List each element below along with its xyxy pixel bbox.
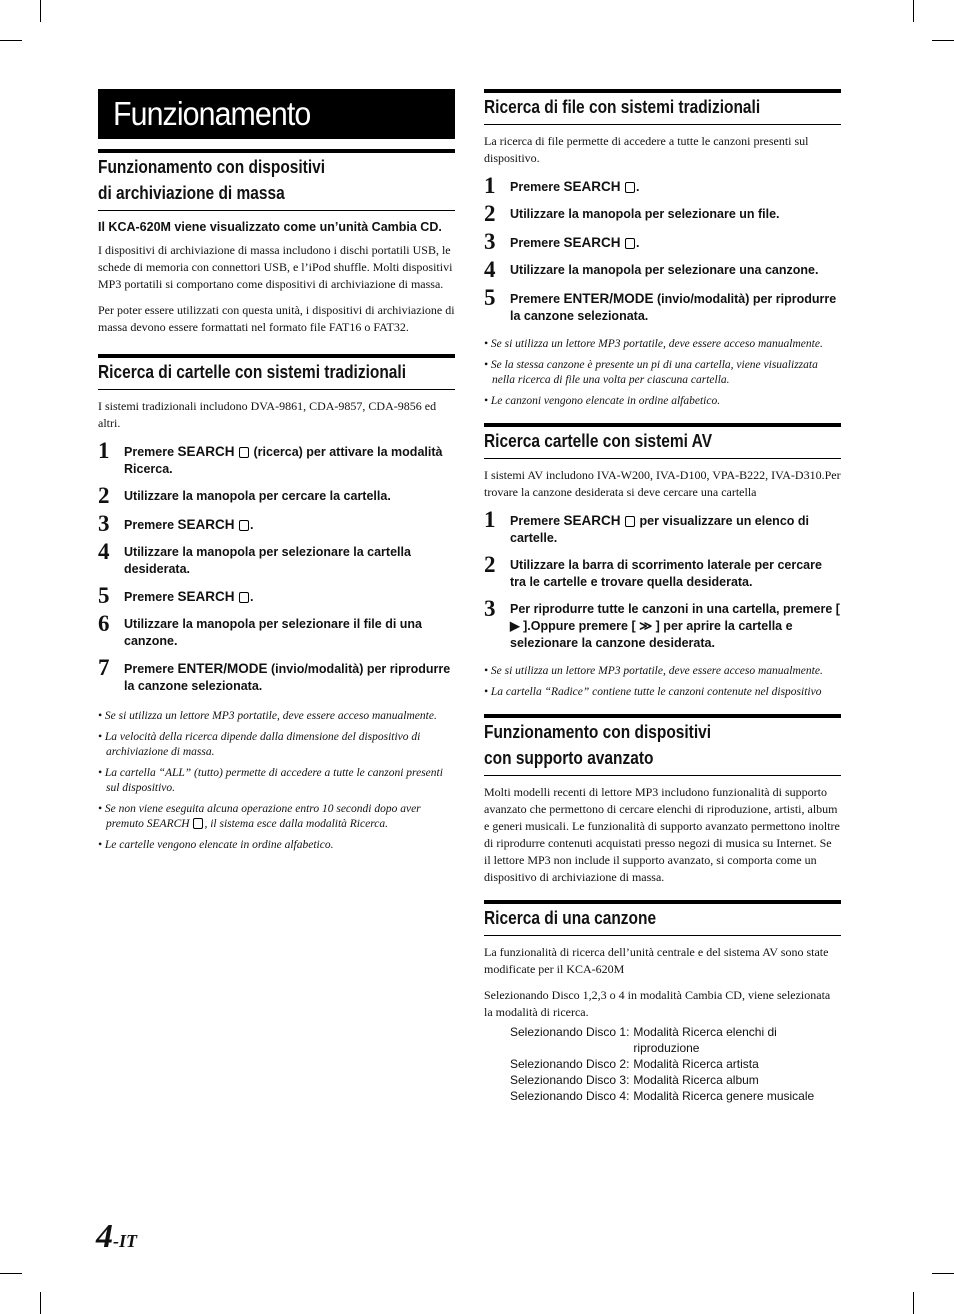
list-item: Selezionando Disco 2: Modalità Ricerca artista [510, 1057, 759, 1071]
search-key-icon [193, 818, 203, 829]
note: • Se si utilizza un lettore MP3 portatile, deve essere acceso manualmente. [98, 710, 437, 722]
paragraph: Selezionando Disco 1,2,3 o 4 in modalità Cambia CD, viene selezionata la modalità di ricerca. [484, 988, 831, 1019]
page-number: 4-IT [96, 1218, 137, 1255]
search-key-icon [625, 182, 635, 193]
play-icon: ▶ [510, 619, 520, 633]
step-item: 5 Premere ENTER/MODE (invio/modalità) per riprodurre la canzone selezionata. [484, 285, 837, 323]
step-item: 4 Utilizzare la manopola per selezionare una canzone. [484, 257, 819, 282]
fast-forward-icon: ≫ [639, 619, 653, 633]
paragraph: I dispositivi di archiviazione di massa includono i dischi portatili USB, le schede di memoria con connettori USB, e l’iPod shuffle. Molti dispositivi MP3 portatili si comportano come dispositivi di archiviazione di massa. [98, 243, 453, 291]
paragraph: La ricerca di file permette di accedere a tutte le canzoni presenti sul dispositivo. [484, 134, 809, 165]
search-key-icon [625, 238, 635, 249]
step-item: 1 Premere SEARCH per visualizzare un elenco di cartelle. [484, 507, 809, 545]
note: • Se la stessa canzone è presente un pi di una cartella, viene visualizzata nella ricerca di file una volta per ciascuna cartella. [484, 358, 818, 386]
list-item: Selezionando Disco 1: Modalità Ricerca elenchi di riproduzione [510, 1025, 777, 1055]
note: • Se non viene eseguita alcuna operazione entro 10 secondi dopo aver premuto SEARCH , il sistema esce dalla modalità Ricerca. [98, 802, 421, 830]
note: • Se si utilizza un lettore MP3 portatile, deve essere acceso manualmente. [484, 665, 823, 677]
search-key-icon [239, 520, 249, 531]
step-item: 2 Utilizzare la manopola per cercare la cartella. [98, 483, 391, 508]
section-heading-mass-storage: Funzionamento con dispositivi di archiviazione di massa [98, 149, 455, 211]
step-item: 2 Utilizzare la manopola per selezionare un file. [484, 201, 780, 226]
crop-mark [913, 1292, 914, 1314]
note: • Le cartelle vengono elencate in ordine alfabetico. [98, 838, 334, 851]
note: • La cartella “ALL” (tutto) permette di accedere a tutte le canzoni presenti sul dispositivo. [98, 766, 443, 794]
note: • Le canzoni vengono elencate in ordine alfabetico. [484, 394, 721, 407]
crop-mark [913, 0, 914, 22]
left-column [98, 89, 455, 858]
search-key-icon [239, 592, 249, 603]
crop-mark [0, 40, 22, 41]
crop-mark [0, 1273, 22, 1274]
step-item: 7 Premere ENTER/MODE (invio/modalità) per riprodurre la canzone selezionata. [98, 655, 451, 693]
note: • Se si utilizza un lettore MP3 portatile, deve essere acceso manualmente. [484, 338, 823, 350]
section-heading-av-folder-search: Ricerca cartelle con sistemi AV [484, 423, 841, 459]
list-item: Selezionando Disco 4: Modalità Ricerca genere musicale [510, 1089, 815, 1103]
section-heading-advanced-support: Funzionamento con dispositivi con supporto avanzato [484, 714, 841, 776]
step-item: 4 Utilizzare la manopola per selezionare la cartella desiderata. [98, 539, 411, 576]
step-item: 3 Per riprodurre tutte le canzoni in una cartella, premere [ ▶ ].Oppure premere [ ≫ ] per aprire la cartella e selezionare la canzone desiderata. [484, 596, 840, 650]
page-title: Funzionamento [98, 89, 455, 139]
step-item: 1 Premere SEARCH . [484, 173, 640, 198]
paragraph: Per poter essere utilizzati con questa unità, i dispositivi di archiviazione di massa devono essere formattati nel formato file FAT16 o FAT32. [98, 303, 455, 334]
disc-mode-list [510, 1024, 841, 1104]
note: • La cartella “Radice” contiene tutte le canzoni contenute nel dispositivo [484, 685, 822, 698]
intro-text: Il KCA-620M viene visualizzato come un’unità Cambia CD. [98, 220, 442, 234]
section-heading-file-search: Ricerca di file con sistemi tradizionali [484, 89, 841, 125]
right-column [484, 89, 841, 1104]
paragraph: I sistemi tradizionali includono DVA-9861, CDA-9857, CDA-9856 ed altri. [98, 399, 437, 430]
step-item: 3 Premere SEARCH . [484, 229, 640, 254]
step-item: 1 Premere SEARCH (ricerca) per attivare la modalità Ricerca. [98, 438, 443, 476]
crop-mark [40, 1292, 41, 1314]
step-item: 5 Premere SEARCH . [98, 583, 254, 608]
list-item: Selezionando Disco 3: Modalità Ricerca album [510, 1073, 759, 1087]
crop-mark [932, 1273, 954, 1274]
paragraph: I sistemi AV includono IVA-W200, IVA-D100, VPA-B222, IVA-D310.Per trovare la canzone desiderata si deve cercare una cartella [484, 468, 841, 499]
paragraph: La funzionalità di ricerca dell’unità centrale e del sistema AV sono state modificate per il KCA-620M [484, 945, 829, 976]
paragraph: Molti modelli recenti di lettore MP3 includono funzionalità di supporto avanzato che permettono di cercare elenchi di riproduzione, artisti, album e generi musicali. Le funzionalità di supporto avanzato permettono inoltre di riprodurre contenuti acquistati presso negozi di musica su Internet. Se il lettore MP3 non include il supporto avanzato, si comporta come un dispositivo di archiviazione di massa. [484, 785, 840, 884]
search-key-icon [239, 447, 249, 458]
step-item: 2 Utilizzare la barra di scorrimento laterale per cercare tra le cartelle e trovare quella desiderata. [484, 552, 822, 589]
search-key-icon [625, 516, 635, 527]
crop-mark [932, 40, 954, 41]
step-item: 6 Utilizzare la manopola per selezionare il file di una canzone. [98, 611, 422, 648]
step-item: 3 Premere SEARCH . [98, 511, 254, 536]
section-heading-song-search: Ricerca di una canzone [484, 900, 841, 936]
crop-mark [40, 0, 41, 22]
section-heading-folder-search: Ricerca di cartelle con sistemi tradizionali [98, 354, 455, 390]
note: • La velocità della ricerca dipende dalla dimensione del dispositivo di archiviazione di massa. [98, 730, 421, 758]
